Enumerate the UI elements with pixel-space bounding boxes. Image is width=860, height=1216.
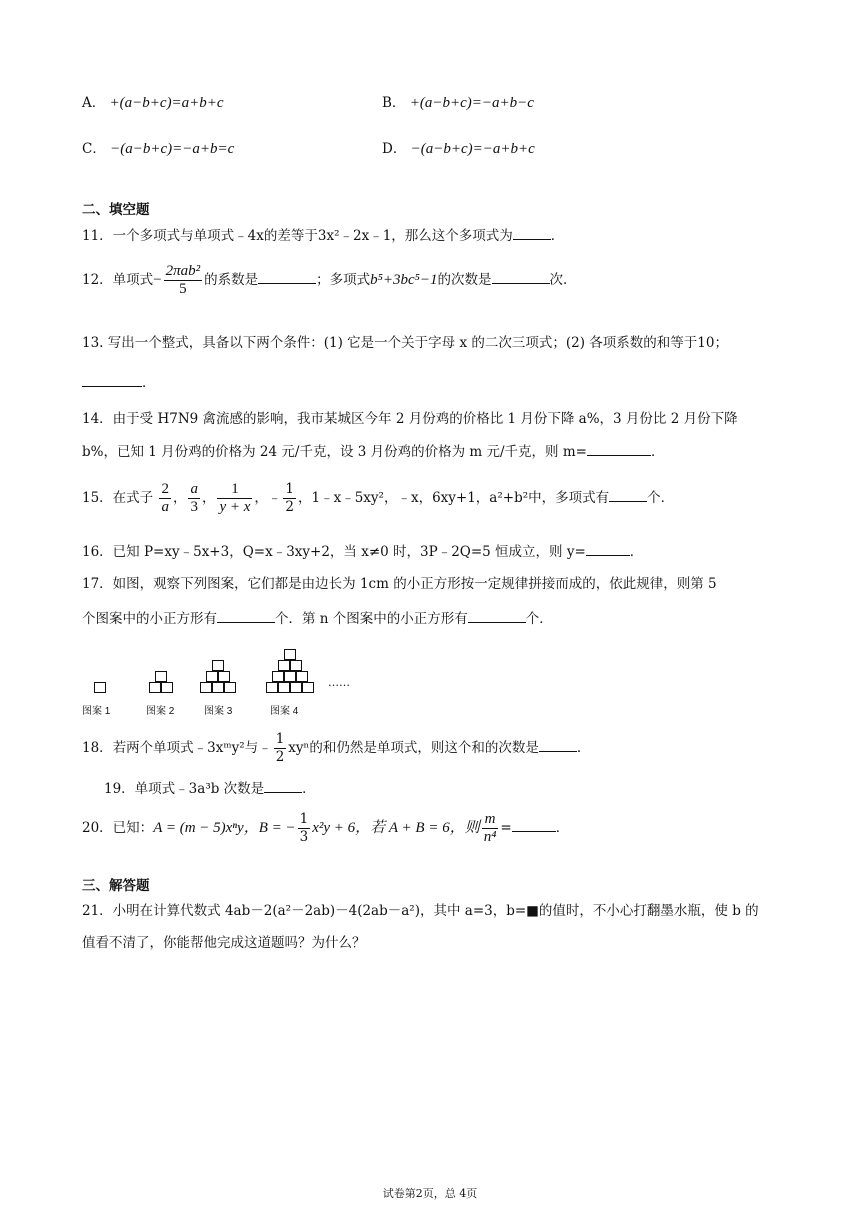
figure-label-3: 图案 3 [204,706,233,717]
question-text: ；多项式 [316,272,371,288]
question-text: b%，已知 1 月份鸡的价格为 24 元/千克，设 3 月份鸡的价格为 m 元/千克，则 m= [82,444,587,460]
question-tail: 个． [647,490,675,506]
pattern-square [149,682,161,693]
question-text: xyⁿ的和仍然是单项式，则这个和的次数是 [288,740,539,756]
pattern-square [200,682,212,693]
fraction-denominator: 5 [179,281,187,297]
choice-letter: B． [382,95,406,111]
question-text: 18．若两个单项式﹣3xᵐy²与﹣ [82,740,272,756]
question-21-line-2: 值看不清了，你能帮他完成这道题吗？为什么？ [82,935,366,951]
answer-blank [539,737,577,752]
pattern-square [278,682,290,693]
question-17-line-2 [82,608,553,629]
answer-blank [264,778,302,793]
choice-d [382,139,535,159]
choice-text: +(a−b+c)=−a+b−c [409,95,534,111]
pattern-square [278,660,290,671]
choice-c [82,139,234,159]
fraction-denominator: 3 [299,829,309,845]
choice-text: +(a−b+c)=a+b+c [109,95,224,111]
pattern-square [296,671,308,682]
answer-blank [217,608,275,623]
question-text: 个．第 n 个图案中的小正方形有 [275,611,468,627]
choice-letter: D． [382,141,407,157]
fraction-denominator: 3 [190,499,198,515]
expression-a: A = (m − 5)xⁿy [153,820,244,836]
answer-blank [468,608,526,623]
pattern-square [212,660,224,671]
question-text: 15．在式子 [82,490,154,506]
choice-a [82,93,224,113]
question-11 [82,225,564,246]
answer-blank [258,269,316,284]
question-12: 12．单项式− $\frac{\text{2πab²}}{5}$ 的系数是 ；多项式b⁵+3bc⁵−1的次数是 次． [82,263,577,297]
question-text: = [500,820,512,836]
section-title-fill: 二、填空题 [82,202,150,218]
question-14-line-1: 14．由于受 H7N9 禽流感的影响，我市某城区今年 2 月份鸡的价格比 1 月份下降 a%，3 月份比 2 月份下降 [82,411,738,427]
pattern-square [224,682,236,693]
fraction-numerator: 2 [161,481,169,497]
answer-blank [82,372,142,387]
question-text: 20．已知： [82,820,154,836]
expression-b-rest: x²y + 6 [312,820,356,836]
fraction-numerator: 1 [275,731,285,747]
question-text: 11．一个多项式与单项式﹣4x的差等于3x²﹣2x﹣1，那么这个多项式为 [82,228,513,244]
question-tail: ． [650,444,665,460]
fraction [217,481,252,516]
fraction [164,263,203,298]
choice-text: −(a−b+c)=−a+b=c [110,141,235,157]
answer-blank [492,269,550,284]
question-14-line-2 [82,441,664,462]
pattern-square [266,682,278,693]
answer-blank [513,225,551,240]
answer-blank [587,441,651,456]
pattern-square [284,671,296,682]
pattern-square [94,682,106,693]
question-tail: ． [302,781,316,797]
fraction [482,811,499,846]
question-tail: ． [576,740,591,756]
question-13-blank-line [82,372,156,393]
question-20 [82,808,569,848]
figure-label-1: 图案 1 [82,706,111,717]
fraction-denominator: a [161,499,169,515]
pattern-square [290,682,302,693]
fraction-numerator: m [482,811,499,829]
section-title-answer: 三、解答题 [82,878,150,894]
polynomial: b⁵+3bc⁵−1 [370,272,438,288]
question-15: 15．在式子 $\frac{2}{a}$ ， $\frac{a}{3}$ ， $\frac{1}{y + x}$ ，﹣ $\frac{1}{2}$ ，1﹣x﹣5xy²，﹣x，6xy+1，a²+b²中，多项式有 个． [82,481,675,515]
fraction [188,481,200,516]
fraction [283,481,296,516]
choice-letter: C． [82,141,106,157]
question-text: 13. 写出一个整式，具备以下两个条件：(1) 它是一个关于字母 x 的二次三项式；(2) 各项系数的和等于10； [82,335,728,351]
pattern-square [218,671,230,682]
fraction [298,811,311,846]
question-text: 的系数是 [204,272,259,288]
fraction-numerator: 1 [285,481,295,497]
question-17-line-1: 17．如图，观察下列图案，它们都是由边长为 1cm 的小正方形按一定规律拼接而成的，依此规律，则第 5 [82,576,717,592]
question-text: 19．单项式﹣3a³b 次数是 [104,781,265,797]
question-text: 个图案中的小正方形有 [82,611,217,627]
question-16 [82,541,643,562]
expression-b-lead: ，B = − [243,820,296,836]
answer-blank [512,817,556,832]
fraction [159,481,171,516]
question-tail: 个． [525,611,553,627]
question-text: ，1﹣x﹣5xy²，﹣x，6xy+1，a²+b²中，多项式有 [298,490,610,506]
pattern-square [212,682,224,693]
fraction-numerator: 2πab² [165,263,201,279]
figure-label-4: 图案 4 [270,706,299,717]
question-19 [104,778,316,799]
fraction-denominator: n⁴ [483,829,497,845]
question-13 [82,333,728,353]
question-tail: ． [550,228,565,244]
square-pattern-figure [0,640,860,720]
fraction [274,731,287,766]
fraction-numerator: a [190,481,198,497]
question-21-line-1: 21．小明在计算代数式 4ab－2(a²－2ab)－4(2ab－a²)，其中 a=3，b=■的值时，不小心打翻墨水瓶，使 b 的 [82,903,759,919]
question-tail: ． [629,544,644,560]
question-18 [82,728,590,768]
pattern-square [272,671,284,682]
figure-label-2: 图案 2 [146,706,175,717]
fraction-numerator: 1 [217,481,252,499]
pattern-square [155,671,167,682]
fraction-denominator: y + x [219,499,251,515]
answer-blank [586,541,630,556]
pattern-square [161,682,173,693]
answer-blank [609,487,647,502]
pattern-ellipsis: …… [328,676,350,689]
pattern-square [206,671,218,682]
question-text: 16．已知 P=xy﹣5x+3，Q=x﹣3xy+2，当 x≠0 时，3P﹣2Q=5 恒成立，则 y= [82,544,586,560]
fraction-denominator: 2 [285,499,295,515]
fraction-numerator: 1 [299,811,309,827]
choice-b [382,93,534,113]
pattern-square [302,682,314,693]
fraction-denominator: 2 [275,749,285,765]
question-text: 的次数是 [437,272,492,288]
page-footer: 试卷第2页，总 4页 [382,1187,478,1200]
question-tail: ． [555,820,570,836]
pattern-square [290,660,302,671]
condition: ，若 A + B = 6，则 [355,820,480,836]
question-tail: ． [142,375,156,391]
choice-text: −(a−b+c)=−a+b+c [410,141,535,157]
question-tail: 次． [549,272,577,288]
choice-letter: A． [82,95,106,111]
question-text: 12．单项式 [82,272,154,288]
pattern-square [284,649,296,660]
